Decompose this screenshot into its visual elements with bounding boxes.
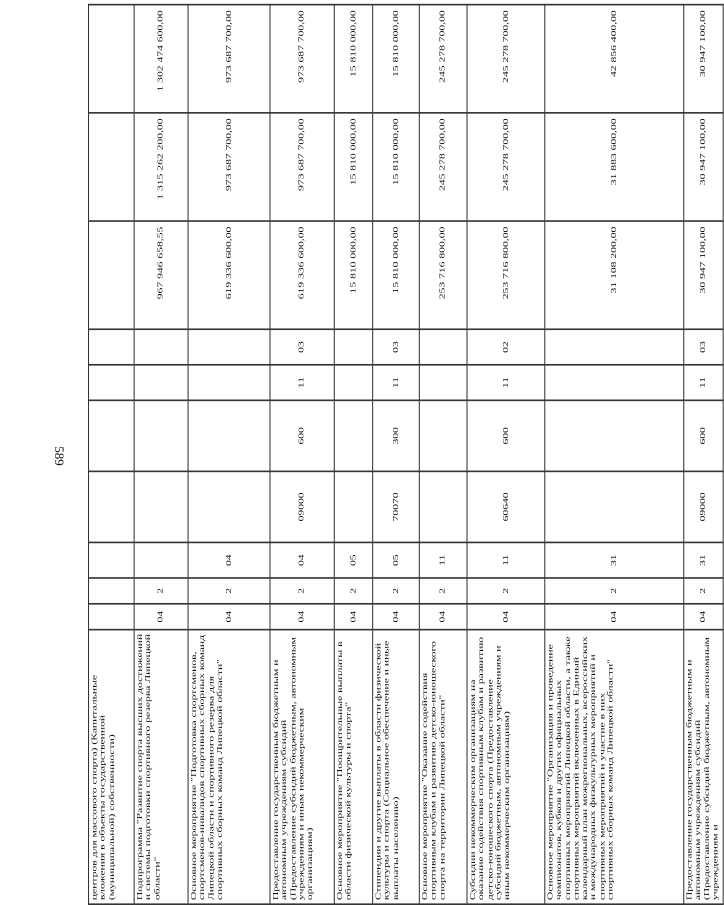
amount-year-1	[89, 221, 135, 329]
code-direction: 60640	[467, 471, 545, 542]
code-expense-type	[89, 400, 135, 471]
code-section: 11	[373, 365, 420, 401]
amount-year-3: 245 278 700,00	[467, 5, 545, 113]
code-subprogram: 2	[545, 578, 684, 604]
code-event: 31	[545, 542, 684, 578]
row-description: Субсидии некоммерческим организациям на оказание содействия спортивным клубам и развитию детско-юношеского спорта (Предоставление субсидий бюджетным, автономным учреждениям и иным некоммерческим организациям)	[467, 630, 545, 905]
table-row	[89, 5, 135, 905]
code-program: 04	[684, 604, 723, 630]
row-description: Подпрограмма "Развитие спорта высших достижений и системы подготовки спортивного резерва Липецкой области"	[134, 630, 188, 905]
amount-year-2	[89, 113, 135, 221]
code-expense-type	[188, 400, 270, 471]
amount-year-3: 15 810 000,00	[334, 5, 372, 113]
code-subsection: 03	[373, 329, 420, 365]
code-subprogram: 2	[684, 578, 723, 604]
code-subsection: 03	[270, 329, 334, 365]
amount-year-3: 15 810 000,00	[373, 5, 420, 113]
code-expense-type	[334, 400, 372, 471]
amount-year-2: 30 947 100,00	[684, 113, 723, 221]
code-expense-type	[545, 400, 684, 471]
code-subprogram: 2	[419, 578, 467, 604]
table-row	[467, 5, 545, 905]
amount-year-2: 245 278 700,00	[467, 113, 545, 221]
code-subprogram	[89, 578, 135, 604]
code-subsection	[89, 329, 135, 365]
amount-year-3: 245 278 700,00	[419, 5, 467, 113]
amount-year-2: 973 687 700,00	[270, 113, 334, 221]
code-section: 11	[270, 365, 334, 401]
code-event	[89, 542, 135, 578]
amount-year-1: 15 810 000,00	[334, 221, 372, 329]
rotated-page-content	[88, 5, 720, 905]
code-direction: 09000	[684, 471, 723, 542]
code-event: 05	[334, 542, 372, 578]
code-section	[545, 365, 684, 401]
code-expense-type	[134, 400, 188, 471]
code-section	[134, 365, 188, 401]
code-section	[334, 365, 372, 401]
row-description: Стипендии и другие выплаты в области физической культуры и спорта (Социальное обеспечение и иные выплаты населению)	[373, 630, 420, 905]
table-row	[545, 5, 684, 905]
table-row	[270, 5, 334, 905]
amount-year-1: 253 716 800,00	[467, 221, 545, 329]
amount-year-3	[89, 5, 135, 113]
code-program: 04	[467, 604, 545, 630]
code-event: 04	[270, 542, 334, 578]
code-subprogram: 2	[334, 578, 372, 604]
amount-year-3: 1 302 474 600,00	[134, 5, 188, 113]
code-subsection	[419, 329, 467, 365]
code-expense-type: 600	[270, 400, 334, 471]
code-section: 11	[467, 365, 545, 401]
code-program	[89, 604, 135, 630]
amount-year-2: 245 278 700,00	[419, 113, 467, 221]
table-row	[373, 5, 420, 905]
code-direction	[334, 471, 372, 542]
amount-year-1: 253 716 800,00	[419, 221, 467, 329]
code-direction	[134, 471, 188, 542]
code-program: 04	[270, 604, 334, 630]
amount-year-1: 31 108 200,00	[545, 221, 684, 329]
amount-year-2: 15 810 000,00	[334, 113, 372, 221]
code-program: 04	[373, 604, 420, 630]
amount-year-3: 973 687 700,00	[270, 5, 334, 113]
code-event: 04	[188, 542, 270, 578]
code-section	[89, 365, 135, 401]
row-description: Основное мероприятие "Оказание содействия спортивным клубам и развитию детско-юношеского спорта на территории Липецкой области"	[419, 630, 467, 905]
amount-year-1: 619 336 600,00	[188, 221, 270, 329]
amount-year-1: 15 810 000,00	[373, 221, 420, 329]
budget-table	[88, 4, 724, 905]
code-subsection: 02	[467, 329, 545, 365]
amount-year-1: 30 947 100,00	[684, 221, 723, 329]
table-row	[334, 5, 372, 905]
code-event: 05	[373, 542, 420, 578]
row-description: центров для массового спорта) (Капитальные вложения в объекты государственной (муниципальной) собственности)	[89, 630, 135, 905]
table-body	[89, 5, 724, 905]
amount-year-1: 967 946 658,55	[134, 221, 188, 329]
table-row	[684, 5, 723, 905]
code-direction	[545, 471, 684, 542]
code-event	[134, 542, 188, 578]
code-event: 11	[467, 542, 545, 578]
amount-year-1: 619 336 600,00	[270, 221, 334, 329]
row-description: Основное мероприятие "Подготовка спортсменов, спортсменов-инвалидов спортивных сборных команд Липецкой области и спортивного резерва для спортивных сборных команд Липецкой области"	[188, 630, 270, 905]
amount-year-2: 15 810 000,00	[373, 113, 420, 221]
code-program: 04	[134, 604, 188, 630]
amount-year-2: 973 687 700,00	[188, 113, 270, 221]
page-number: 589	[52, 446, 67, 466]
table-row	[188, 5, 270, 905]
code-subsection	[134, 329, 188, 365]
code-direction	[188, 471, 270, 542]
code-program: 04	[188, 604, 270, 630]
code-subprogram: 2	[134, 578, 188, 604]
amount-year-3: 42 856 400,00	[545, 5, 684, 113]
code-section	[188, 365, 270, 401]
code-direction: 70070	[373, 471, 420, 542]
row-description: Основное мероприятие "Организация и проведение чемпионатов, кубков и других официальных спортивных мероприятий Липецкой области, а также спортивных мероприятий включенных в Единый календарный план межрегиональных, всероссийских и международных физкультурных мероприятий и спортивных мероприятий и участие в них спортивных сборных команд Липецкой области"	[545, 630, 684, 905]
code-program: 04	[334, 604, 372, 630]
code-expense-type	[419, 400, 467, 471]
code-section	[419, 365, 467, 401]
code-subprogram: 2	[373, 578, 420, 604]
code-subprogram: 2	[270, 578, 334, 604]
code-subsection: 03	[684, 329, 723, 365]
row-description: Предоставление государственным бюджетным и автономным учреждениям субсидий (Предоставление субсидий бюджетным, автономным учреждениям и	[684, 630, 723, 905]
code-section: 11	[684, 365, 723, 401]
row-description: Предоставление государственным бюджетным и автономным учреждениям субсидий (Предоставление субсидий бюджетным, автономным учреждениям и иным некоммерческим организациям)	[270, 630, 334, 905]
code-subsection	[334, 329, 372, 365]
code-event: 11	[419, 542, 467, 578]
code-direction	[419, 471, 467, 542]
code-expense-type: 600	[467, 400, 545, 471]
code-program: 04	[419, 604, 467, 630]
code-program: 04	[545, 604, 684, 630]
code-expense-type: 600	[684, 400, 723, 471]
row-description: Основное мероприятие "Поощрительные выплаты в области физической культуры и спорта"	[334, 630, 372, 905]
table-row	[134, 5, 188, 905]
amount-year-2: 1 315 262 200,00	[134, 113, 188, 221]
code-direction: 09000	[270, 471, 334, 542]
amount-year-2: 31 883 600,00	[545, 113, 684, 221]
code-event: 31	[684, 542, 723, 578]
code-expense-type: 300	[373, 400, 420, 471]
code-subsection	[545, 329, 684, 365]
table-row	[419, 5, 467, 905]
amount-year-3: 30 947 100,00	[684, 5, 723, 113]
code-subprogram: 2	[467, 578, 545, 604]
code-subprogram: 2	[188, 578, 270, 604]
code-direction	[89, 471, 135, 542]
amount-year-3: 973 687 700,00	[188, 5, 270, 113]
code-subsection	[188, 329, 270, 365]
